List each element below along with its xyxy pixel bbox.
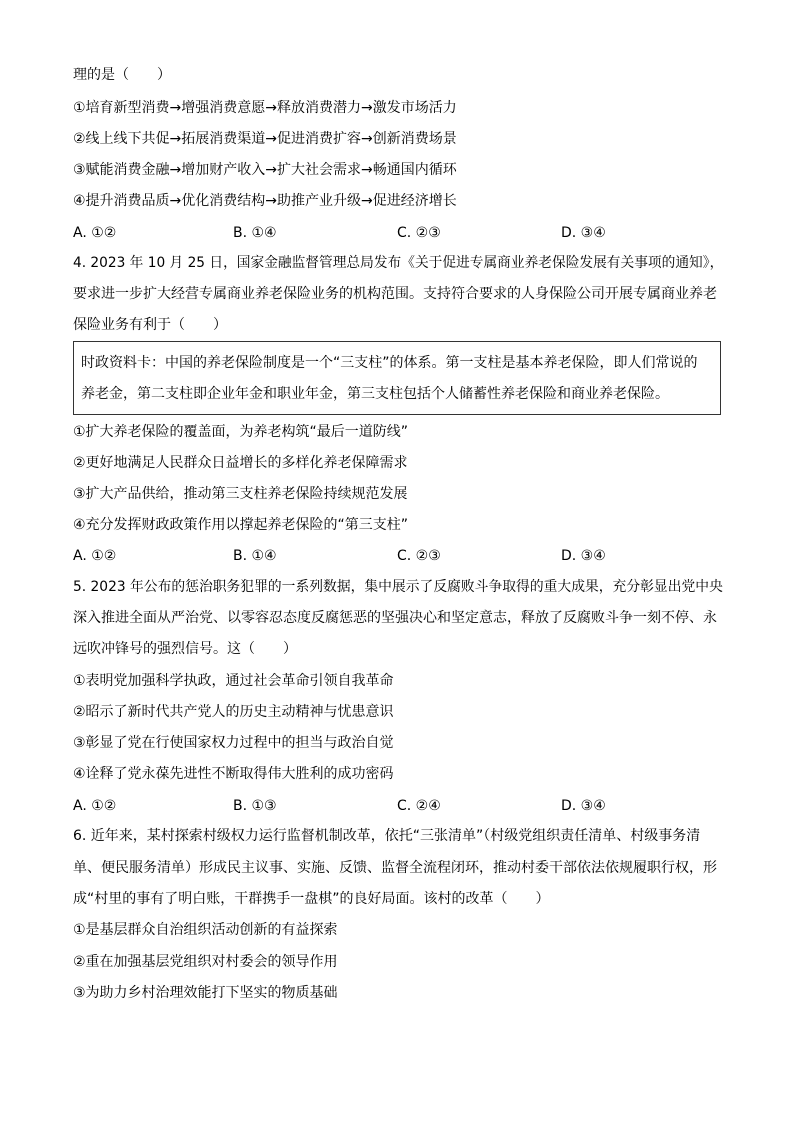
q5-option-b[interactable]: B. ①③: [233, 798, 277, 814]
q5-statement-2: ②昭示了新时代共产党人的历史主动精神与忧患意识: [73, 704, 394, 720]
q3-option-d[interactable]: D. ③④: [561, 225, 606, 241]
q4-option-a[interactable]: A. ①②: [73, 548, 117, 564]
q5-option-a[interactable]: A. ①②: [73, 798, 117, 814]
q5-statement-3: ③彰显了党在行使国家权力过程中的担当与政治自觉: [73, 735, 394, 751]
q4-option-b[interactable]: B. ①④: [233, 548, 277, 564]
q4-statement-3: ③扩大产品供给，推动第三支柱养老保险持续规范发展: [73, 486, 408, 502]
q3-stem-end: 理的是（ ）: [73, 67, 171, 83]
q4-statement-1: ①扩大养老保险的覆盖面，为养老构筑“最后一道防线”: [73, 424, 409, 440]
q3-statement-2: ②线上线下共促→拓展消费渠道→促进消费扩容→创新消费场景: [73, 131, 457, 147]
q4-info-card: [73, 341, 721, 415]
q5-stem-line-2: 深入推进全面从严治党、以零容忍态度反腐惩恶的坚强决心和坚定意志，释放了反腐败斗争一刻不停、永: [73, 610, 717, 626]
q5-option-d[interactable]: D. ③④: [561, 798, 606, 814]
q3-options: [73, 223, 723, 243]
q5-option-c[interactable]: C. ②④: [397, 798, 441, 814]
q6-stem-line-2: 单、便民服务清单）形成民主议事、实施、反馈、监督全流程闭环，推动村委干部依法依规履职行权，形: [73, 860, 717, 876]
q5-statement-4: ④诠释了党永葆先进性不断取得伟大胜利的成功密码: [73, 766, 394, 782]
q6-statement-3: ③为助力乡村治理效能打下坚实的物质基础: [73, 985, 338, 1001]
q5-stem-line-1: 5. 2023 年公布的惩治职务犯罪的一系列数据，集中展示了反腐败斗争取得的重大成果，充分彰显出党中央: [73, 579, 723, 595]
q3-option-c[interactable]: C. ②③: [397, 225, 441, 241]
q6-stem-line-1: 6. 近年来，某村探索村级权力运行监督机制改革，依托“三张清单”（村级党组织责任清单、村级事务清: [73, 828, 701, 844]
q6-statement-2: ②重在加强基层党组织对村委会的领导作用: [73, 954, 338, 970]
q4-statement-4: ④充分发挥财政政策作用以撑起养老保险的“第三支柱”: [73, 517, 409, 533]
q5-statement-1: ①表明党加强科学执政，通过社会革命引领自我革命: [73, 673, 394, 689]
q3-option-b[interactable]: B. ①④: [233, 225, 277, 241]
q5-stem-line-3: 远吹冲锋号的强烈信号。这（ ）: [73, 641, 297, 657]
q4-stem-line-3: 保险业务有利于（ ）: [73, 317, 227, 333]
q4-info-line-1: 时政资料卡：中国的养老保险制度是一个“三支柱”的体系。第一支柱是基本养老保险，即人们常说的: [81, 355, 698, 371]
q6-statement-1: ①是基层群众自治组织活动创新的有益探索: [73, 922, 338, 938]
q3-statement-1: ①培育新型消费→增强消费意愿→释放消费潜力→激发市场活力: [73, 100, 457, 116]
q4-info-line-2: 养老金，第二支柱即企业年金和职业年金，第三支柱包括个人储蓄性养老保险和商业养老保险。: [81, 386, 669, 402]
q4-statement-2: ②更好地满足人民群众日益增长的多样化养老保障需求: [73, 455, 408, 471]
q6-stem-line-3: 成“村里的事有了明白账，干群携手一盘棋”的良好局面。该村的改革（ ）: [73, 891, 550, 907]
q5-options: [73, 796, 723, 816]
q4-stem-line-2: 要求进一步扩大经营专属商业养老保险业务的机构范围。支持符合要求的人身保险公司开展专属商业养老: [73, 286, 717, 302]
q4-options: [73, 546, 723, 566]
q3-statement-4: ④提升消费品质→优化消费结构→助推产业升级→促进经济增长: [73, 193, 457, 209]
q4-option-c[interactable]: C. ②③: [397, 548, 441, 564]
q4-option-d[interactable]: D. ③④: [561, 548, 606, 564]
q3-statement-3: ③赋能消费金融→增加财产收入→扩大社会需求→畅通国内循环: [73, 162, 457, 178]
q3-option-a[interactable]: A. ①②: [73, 225, 117, 241]
q4-stem-line-1: 4. 2023 年 10 月 25 日，国家金融监督管理总局发布《关于促进专属商业养老保险发展有关事项的通知》，: [73, 255, 724, 271]
